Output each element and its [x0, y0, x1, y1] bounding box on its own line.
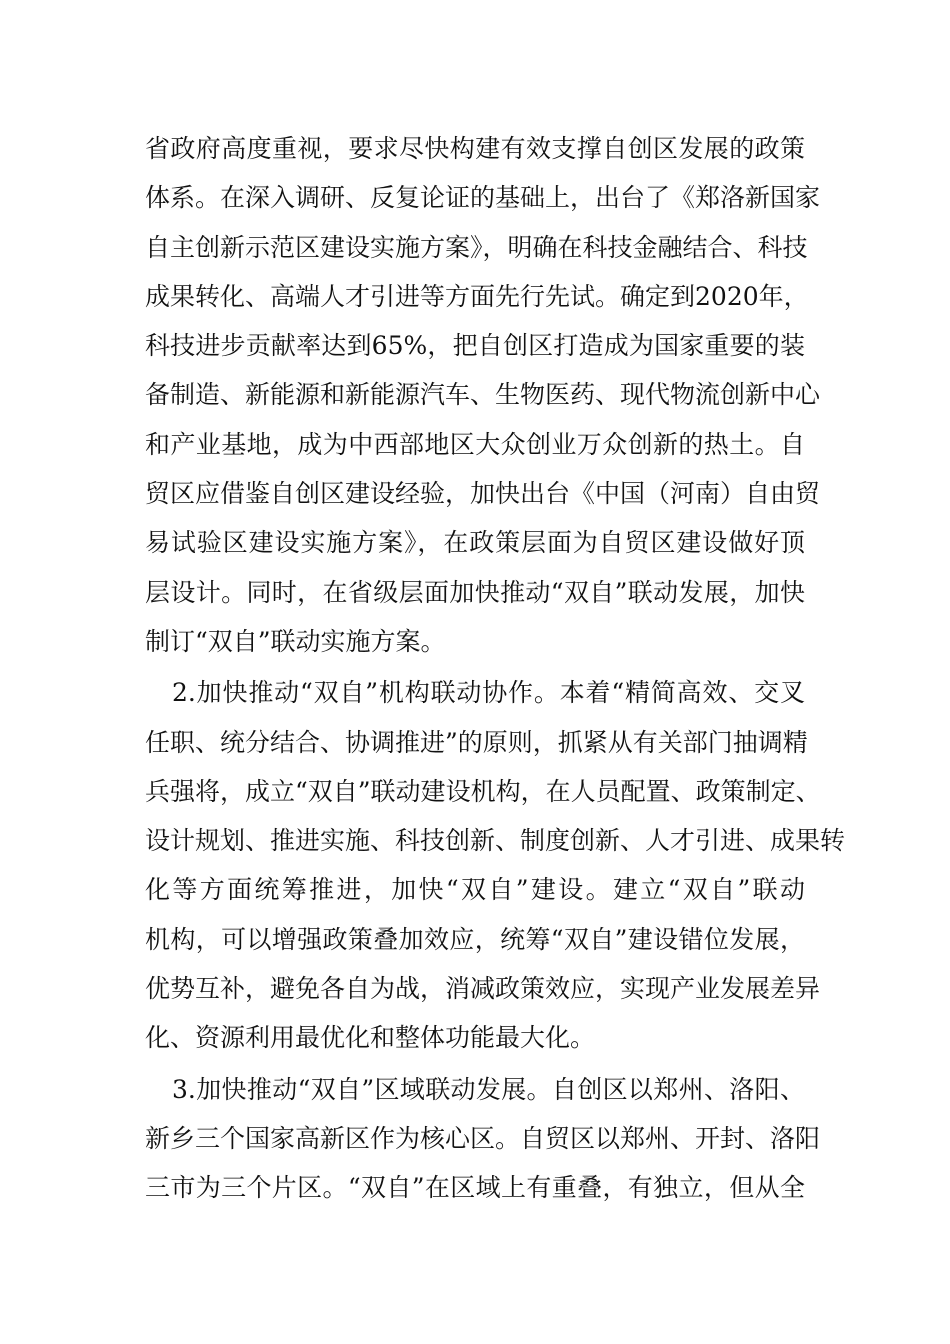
- text-line: 制订“双自”联动实施方案。: [145, 626, 446, 656]
- text-line: 层设计。同时，在省级层面加快推动“双自”联动发展，加快: [145, 577, 805, 607]
- text-line: 备制造、新能源和新能源汽车、生物医药、现代物流创新中心: [145, 380, 821, 410]
- text-line: 省政府高度重视，要求尽快构建有效支撑自创区发展的政策: [145, 134, 805, 163]
- text-line: 和产业基地，成为中西部地区大众创业万众创新的热土。自: [145, 429, 805, 459]
- text-line: 体系。在深入调研、反复论证的基础上，出台了《郑洛新国家: [145, 183, 821, 213]
- text-line: 2.加快推动“双自”机构联动协作。本着“精简高效、交叉: [172, 678, 805, 708]
- text-line: 贸区应借鉴自创区建设经验，加快出台《中国（河南）自由贸: [145, 479, 821, 509]
- text-line: 兵强将，成立“双自”联动建设机构，在人员配置、政策制定、: [145, 776, 821, 806]
- text-line: 设计规划、推进实施、科技创新、制度创新、人才引进、成果转: [145, 826, 846, 856]
- paragraph-2: [145, 668, 846, 1062]
- body-text: [145, 124, 846, 1213]
- text-line: 科技进步贡献率达到65%，把自创区打造成为国家重要的装: [145, 331, 805, 361]
- text-line: 新乡三个国家高新区作为核心区。自贸区以郑州、开封、洛阳: [145, 1123, 821, 1153]
- text-line: 机构，可以增强政策叠加效应，统筹“双自”建设错位发展，: [145, 924, 805, 954]
- text-line: 化等方面统筹推进，加快“双自”建设。建立“双自”联动: [145, 875, 805, 905]
- text-line: 任职、统分结合、协调推进”的原则，抓紧从有关部门抽调精: [145, 727, 808, 757]
- paragraph-3: [145, 1065, 821, 1213]
- text-line: 优势互补，避免各自为战，消减政策效应，实现产业发展差异: [145, 974, 821, 1004]
- text-line: 易试验区建设实施方案》，在政策层面为自贸区建设做好顶: [145, 528, 805, 558]
- text-line: 成果转化、高端人才引进等方面先行先试。确定到2020年，: [145, 281, 809, 311]
- text-line: 化、资源利用最优化和整体功能最大化。: [145, 1023, 596, 1053]
- text-line: 3.加快推动“双自”区域联动发展。自创区以郑州、洛阳、: [172, 1074, 805, 1104]
- text-line: 自主创新示范区建设实施方案》，明确在科技金融结合、科技: [145, 232, 808, 262]
- text-line: 三市为三个片区。“双自”在区域上有重叠，有独立，但从全: [145, 1173, 805, 1203]
- paragraph-1: [145, 124, 821, 666]
